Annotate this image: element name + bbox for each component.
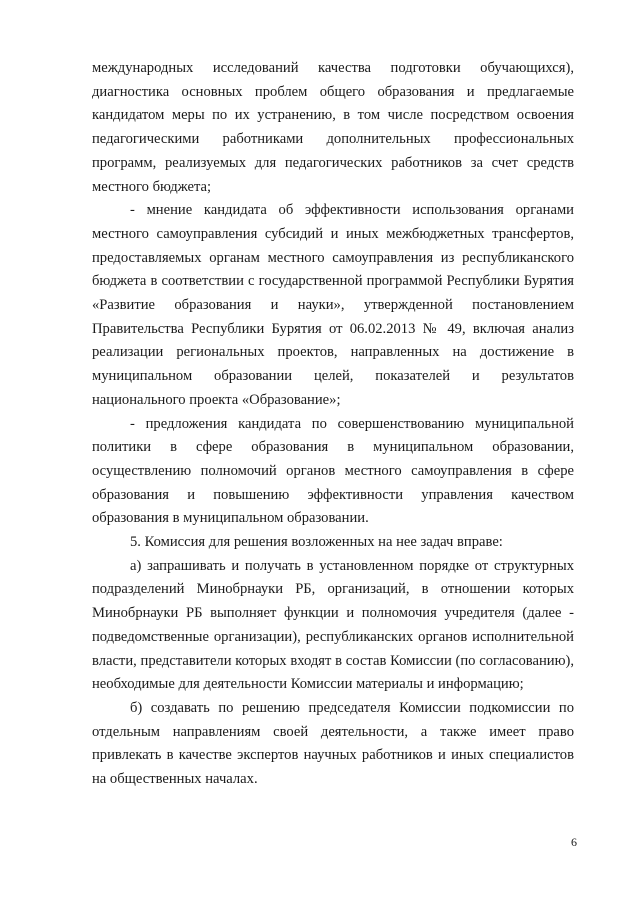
paragraph-commission-rights: 5. Комиссия для решения возложенных на нее задач вправе:	[130, 534, 503, 551]
paragraph-item-b: б) создавать по решению председателя Комиссии подкомиссии по отдельным направлениям своей деятельности, а также имеет право привлекать в качестве экспертов научных работников и иных специалистов на общественных началах.	[92, 699, 574, 788]
paragraph-item-a: а) запрашивать и получать в установленном порядке от структурных подразделений Минобрнауки РБ, организаций, в отношении которых Минобрнауки РБ выполняет функции и полномочия учредителя (далее - подведомственные организации), республиканских органов исполнительной власти, представители которых входят в состав Комиссии (по согласованию), необходимые для деятельности Комиссии материалы и информацию;	[92, 557, 574, 693]
paragraph-policy-proposals: - предложения кандидата по совершенствованию муниципальной политики в сфере образования в муниципальном образовании, осуществлению полномочий органов местного самоуправления в сфере образования и повышению эффективности управления качеством образования в муниципальном образовании.	[92, 415, 574, 527]
paragraph-subsidies-opinion: - мнение кандидата об эффективности использования органами местного самоуправления субсидий и иных межбюджетных трансфертов, предоставляемых органам местного самоуправления из республиканского бюджета в соответствии с государственной программой Республики Бурятия «Развитие образования и науки», утвержденной постановлением Правительства Республики Бурятия от 06.02.2013 № 49, включая анализ реализации региональных проектов, направленных на достижение в муниципальном образовании целей, показателей и результатов национального проекта «Образование»;	[92, 202, 574, 408]
document-body	[92, 57, 574, 792]
paragraph-diagnostics-continuation: международных исследований качества подготовки обучающихся), диагностика основных проблем общего образования и предлагаемые кандидатом меры по их устранению, в том числе посредством освоения педагогическими работниками дополнительных профессиональных программ, реализуемых для педагогических работников за счет средств местного бюджета;	[92, 60, 574, 195]
page-number: 6	[571, 835, 577, 849]
